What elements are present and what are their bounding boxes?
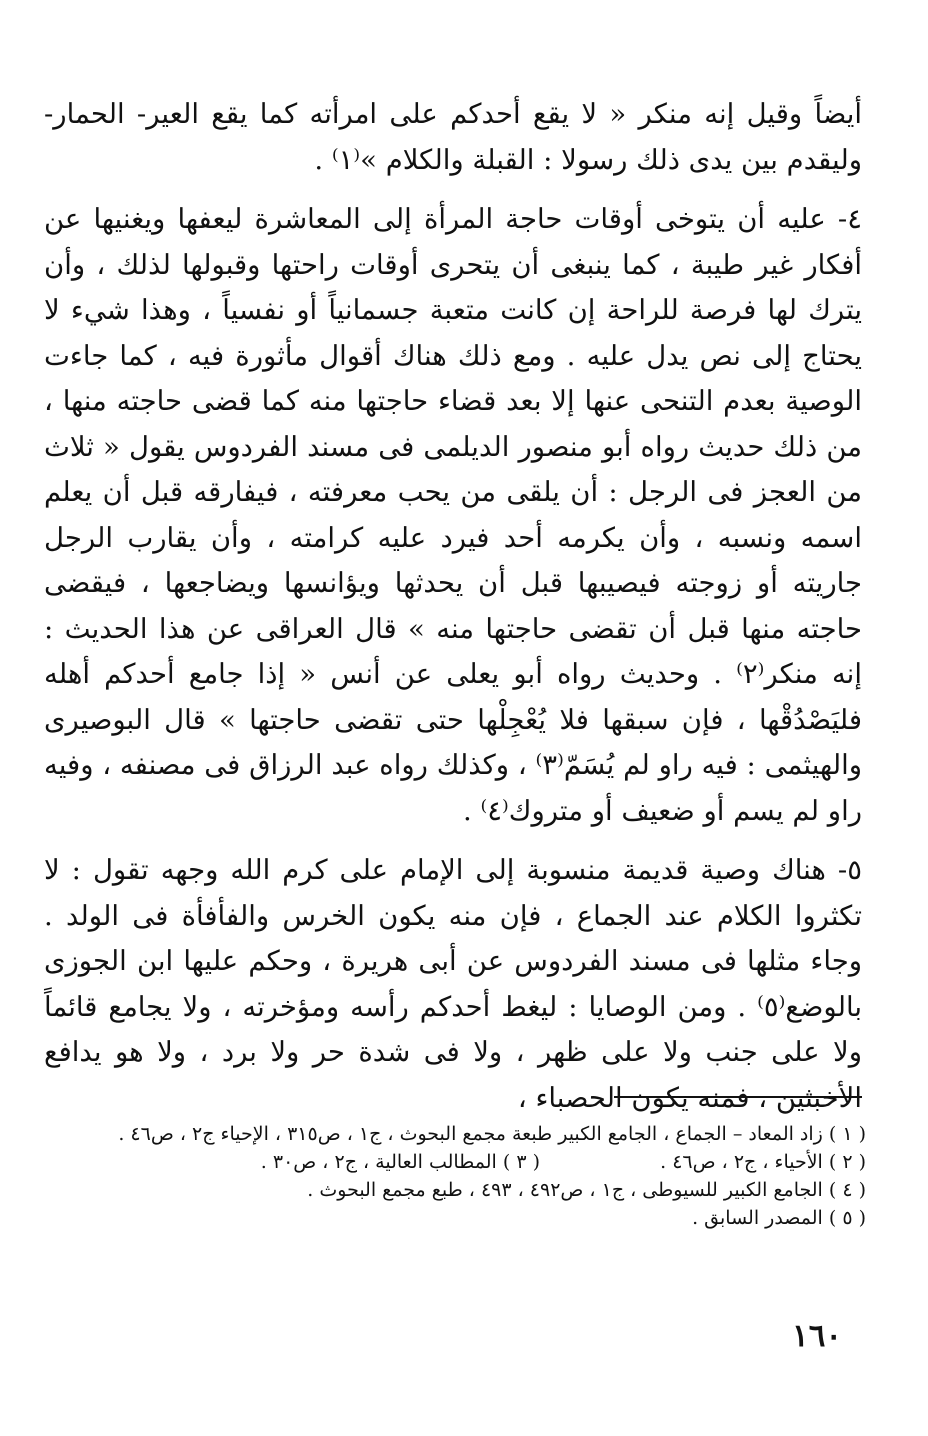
footnote-separator [614, 1096, 862, 1098]
page-number: ١٦٠ [792, 1318, 842, 1354]
footnote-1: ( ١ ) زاد المعاد – الجماع ، الجامع الكبير طبعة مجمع البحوث ، ج١ ، ص٣١٥ ، الإحياء ج٢ ، ص٤٦ . [118, 1123, 866, 1145]
footnote-3: ( ٣ ) المطالب العالية ، ج٢ ، ص٣٠ . [260, 1151, 540, 1173]
paragraph-1: أيضاً وقيل إنه منكر « لا يقع أحدكم على امرأته كما يقع العير- الحمار- وليقدم بين يدى ذلك رسولا : القبلة والكلام »⁽١⁾ . [44, 98, 862, 176]
footnotes-block [40, 1120, 866, 1232]
footnote-row-2-3 [40, 1148, 866, 1176]
paragraph-3: ٥- هناك وصية قديمة منسوبة إلى الإمام على كرم الله وجهه تقول : لا تكثروا الكلام عند الجماع ، فإن منه يكون الخرس والفأفأة فى الولد . وجاء مثلها فى مسند الفردوس عن أبى هريرة ، وحكم عليها ابن الجوزى بالوضع⁽٥⁾ . ومن الوصايا : ليغط أحدكم رأسه ومؤخرته ، ولا يجامع قائماً ولا على جنب ولا على ظهر ، ولا فى شدة حر ولا برد ، ولا هو يدافع الأخبثين ، فمنه يكون الحصباء ، [44, 854, 862, 1114]
footnote-4: ( ٤ ) الجامع الكبير للسيوطى ، ج١ ، ص٤٩٢ ، ٤٩٣ ، طبع مجمع البحوث . [307, 1179, 866, 1201]
footnote-2: ( ٢ ) الأحياء ، ج٢ ، ص٤٦ . [660, 1151, 866, 1173]
main-text-block [44, 92, 862, 1121]
paragraph-2: ٤- عليه أن يتوخى أوقات حاجة المرأة إلى المعاشرة ليعفها ويغنيها عن أفكار غير طيبة ، كما ينبغى أن يتحرى أوقات راحتها وقبولها لذلك ، وأن يترك لها فرصة للراحة إن كانت متعبة جسمانياً أو نفسياً ، وهذا شيء لا يحتاج إلى نص يدل عليه . ومع ذلك هناك أقوال مأثورة فيه ، كما جاءت الوصية بعدم التنحى عنها إلا بعد قضاء حاجتها منه كما قضى حاجته منها ، من ذلك حديث رواه أبو منصور الديلمى فى مسند الفردوس يقول « ثلاث من العجز فى الرجل : أن يلقى من يحب معرفته ، فيفارقه قبل أن يعلم اسمه ونسبه ، وأن يكرمه أحد فيرد عليه كرامته ، وأن يقارب الرجل جاريته أو زوجته فيصيبها قبل أن يحدثها ويؤانسها ويضاجعها ، فيقضى حاجته منها قبل أن تقضى حاجتها منه » قال العراقى عن هذا الحديث : إنه منكر⁽٢⁾ . وحديث رواه أبو يعلى عن أنس « إذا جامع أحدكم أهله فليَصْدُقْها ، فإن سبقها فلا يُعْجِلْها حتى تقضى حاجتها » قال البوصيرى والهيثمى : فيه راو لم يُسَمّ⁽٣⁾ ، وكذلك رواه عبد الرزاق فى مصنفه ، وفيه راو لم يسم أو ضعيف أو متروك⁽٤⁾ . [44, 203, 862, 827]
footnote-5: ( ٥ ) المصدر السابق . [692, 1207, 866, 1229]
